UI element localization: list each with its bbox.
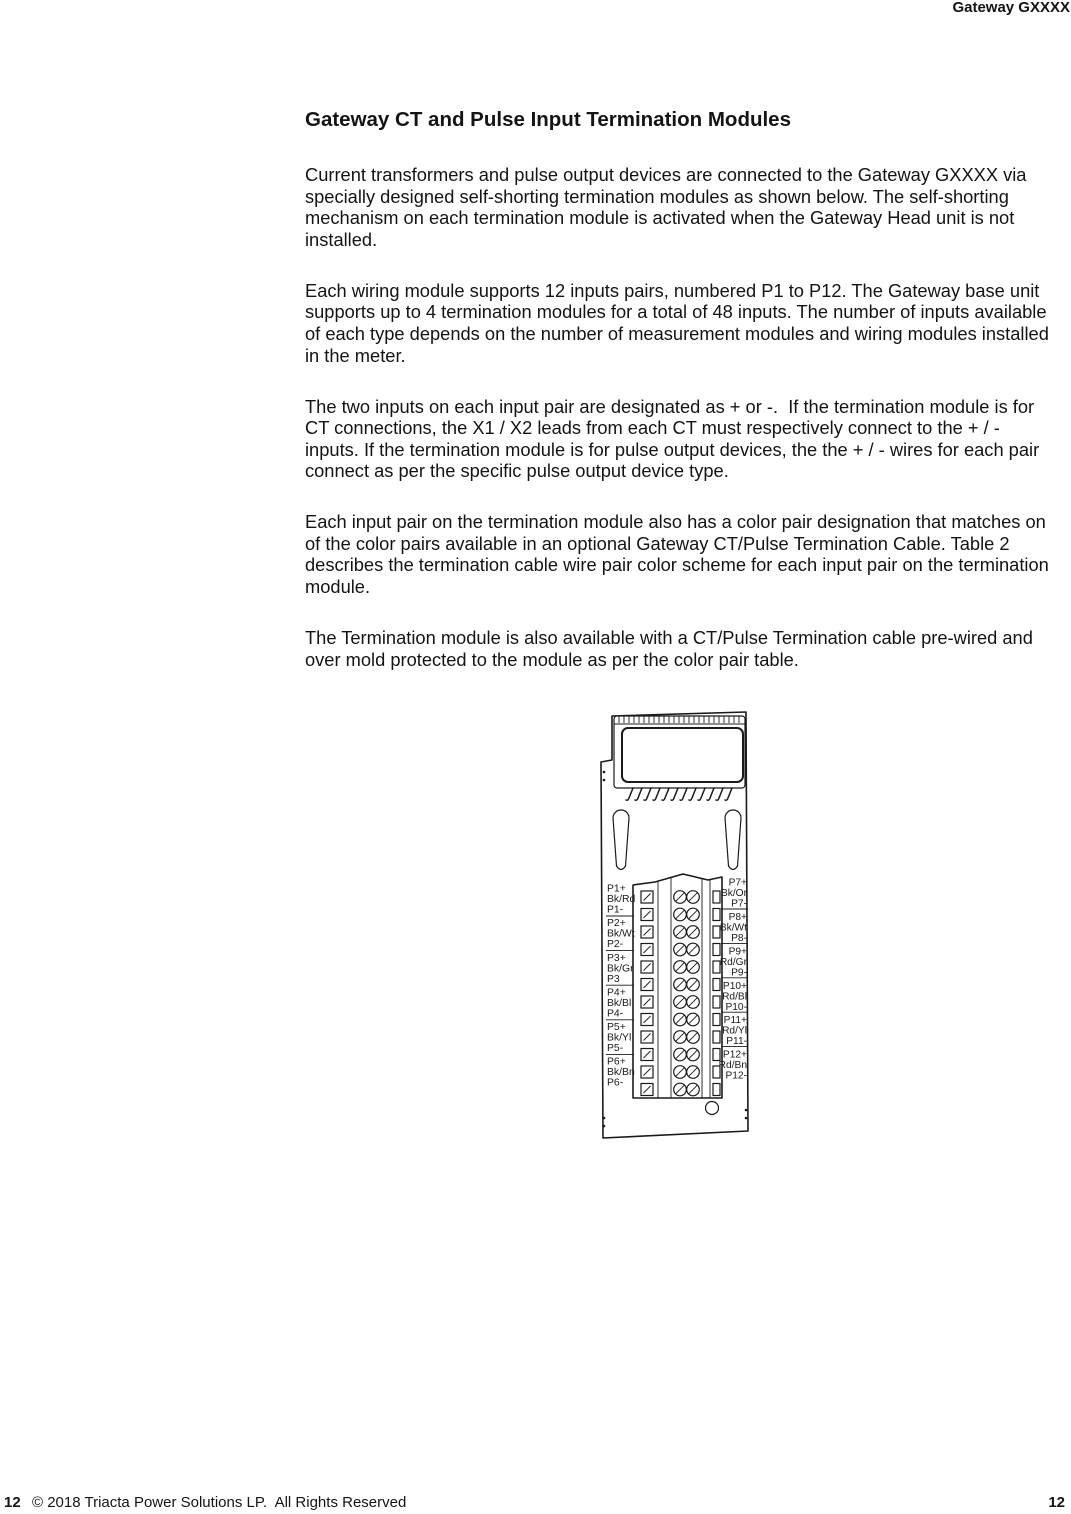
terminal-label-left-3-minus: P3 (607, 973, 620, 985)
terminal-label-left-6-minus: P6- (607, 1077, 624, 1089)
terminal-label-right-8-minus: P8- (731, 933, 747, 944)
terminal-label-left-4-minus: P4- (607, 1008, 624, 1020)
terminal-label-left-4-plus: P4+ (607, 987, 626, 999)
wire-entry-right (713, 1014, 720, 1026)
page-number-right: 12 (1048, 1494, 1065, 1511)
terminal-label-right-10-color: Rd/Bl (722, 991, 747, 1003)
paragraph-input-pairs (305, 280, 1067, 366)
text-line: in the meter. (305, 344, 406, 366)
terminal-label-left-2-minus: P2- (607, 939, 624, 951)
text-line: of the color pairs available in an optional Gateway CT/Pulse Termination Cable. Table 2 (305, 532, 1010, 554)
wire-entry-right (713, 909, 720, 921)
paragraph-prewired-cable (305, 627, 1067, 670)
wire-entry-right (713, 1049, 720, 1061)
terminal-label-right-7-plus: P7+ (728, 877, 747, 889)
paragraph-polarity (305, 396, 1067, 482)
terminal-label-right-7-minus: P7- (731, 898, 747, 910)
text-line: CT connections, the X1 / X2 leads from each CT must respectively connect to the + / - (305, 417, 1000, 439)
terminal-label-left-3-color: Bk/Gr (607, 963, 634, 975)
text-line: of each type depends on the number of measurement modules and wiring modules installed (305, 322, 1049, 344)
rivet-dot (745, 1109, 748, 1112)
connector-housing (614, 716, 745, 788)
rivet-dot (603, 1117, 606, 1120)
wire-entry-right (713, 1031, 720, 1043)
termination-module-diagram (590, 705, 760, 1145)
rivet-dot (745, 1117, 748, 1120)
section-heading: Gateway CT and Pulse Input Termination Modules (305, 108, 791, 131)
rivet-dot (603, 1125, 606, 1128)
terminal-label-right-7-color: Bk/Or (720, 888, 747, 900)
terminal-label-right-8-color: Bk/Wt (719, 922, 747, 934)
terminal-label-right-9-minus: P9- (731, 967, 747, 979)
terminal-label-right-10-plus: P10+ (722, 980, 747, 992)
terminal-label-right-8-plus: P8+ (728, 912, 747, 923)
terminal-label-left-1-plus: P1+ (607, 883, 626, 895)
paragraph-color-pairs (305, 511, 1067, 597)
text-line: describes the termination cable wire pair color scheme for each input pair on the termination (305, 554, 1049, 576)
text-line: inputs. If the termination module is for pulse output devices, the the + / - wires for each pair (305, 438, 1040, 460)
mounting-hole (706, 1102, 719, 1115)
terminal-label-right-9-color: Rd/Gr (719, 956, 747, 968)
terminal-label-right-9-plus: P9+ (728, 946, 747, 958)
section-content (305, 108, 1067, 700)
paragraph-intro (305, 164, 1067, 250)
terminal-label-right-12-color: Rd/Bn (718, 1060, 747, 1072)
page-footer (0, 1494, 1071, 1512)
text-line: mechanism on each termination module is activated when the Gateway Head unit is not (305, 207, 1015, 229)
terminal-label-left-1-color: Bk/Rd (607, 894, 636, 906)
text-line: installed. (305, 228, 378, 250)
page-number-left: 12 (4, 1494, 21, 1511)
text-line: Current transformers and pulse output devices are connected to the Gateway GXXXX via (305, 164, 1027, 185)
text-line: specially designed self-shorting termination modules as shown below. The self-shorting (305, 185, 1009, 207)
wire-entry-right (713, 996, 720, 1008)
rivet-dot (603, 771, 606, 774)
terminal-label-left-1-minus: P1- (607, 904, 624, 916)
wire-entry-right (713, 891, 720, 903)
text-line: supports up to 4 termination modules for a total of 48 inputs. The number of inputs available (305, 301, 1047, 323)
terminal-label-right-12-plus: P12+ (722, 1049, 747, 1061)
terminal-label-left-3-plus: P3+ (607, 952, 626, 964)
wire-entry-right (713, 979, 720, 991)
text-line: Each input pair on the termination module also has a color pair designation that matches on (305, 511, 1046, 533)
terminal-label-right-11-color: Rd/Yl (722, 1025, 747, 1037)
terminal-label-left-6-color: Bk/Bn (607, 1067, 635, 1079)
terminal-label-right-10-minus: P10- (725, 1001, 747, 1013)
wire-entry-right (713, 1084, 720, 1096)
terminal-label-right-11-minus: P11- (726, 1036, 747, 1048)
copyright-notice: © 2018 Triacta Power Solutions LP. All Rights Reserved (32, 1494, 407, 1511)
terminal-label-right-11-plus: P11+ (723, 1015, 747, 1027)
terminal-label-left-5-minus: P5- (607, 1043, 624, 1054)
terminal-label-left-2-plus: P2+ (607, 918, 626, 930)
terminal-label-left-4-color: Bk/Bl (607, 997, 632, 1009)
terminal-label-left-5-plus: P5+ (607, 1022, 626, 1033)
terminal-label-left-6-plus: P6+ (607, 1056, 626, 1068)
wire-entry-right (713, 944, 720, 956)
text-line: Each wiring module supports 12 inputs pairs, numbered P1 to P12. The Gateway base unit (305, 279, 1040, 301)
text-line: connect as per the specific pulse output device type. (305, 460, 729, 482)
text-line: module. (305, 576, 371, 598)
text-line: The Termination module is also available with a CT/Pulse Termination cable pre-wired and (305, 627, 1033, 649)
terminal-label-left-2-color: Bk/Wt (607, 928, 635, 940)
text-line: over mold protected to the module as per the color pair table. (305, 648, 799, 670)
running-header-title: Gateway GXXXX (952, 0, 1070, 16)
terminal-label-right-12-minus: P12- (725, 1070, 747, 1082)
rivet-dot (603, 779, 606, 782)
text-line: The two inputs on each input pair are designated as + or -. If the termination module is for (305, 395, 1035, 417)
terminal-label-left-5-color: Bk/Yl (607, 1032, 632, 1044)
